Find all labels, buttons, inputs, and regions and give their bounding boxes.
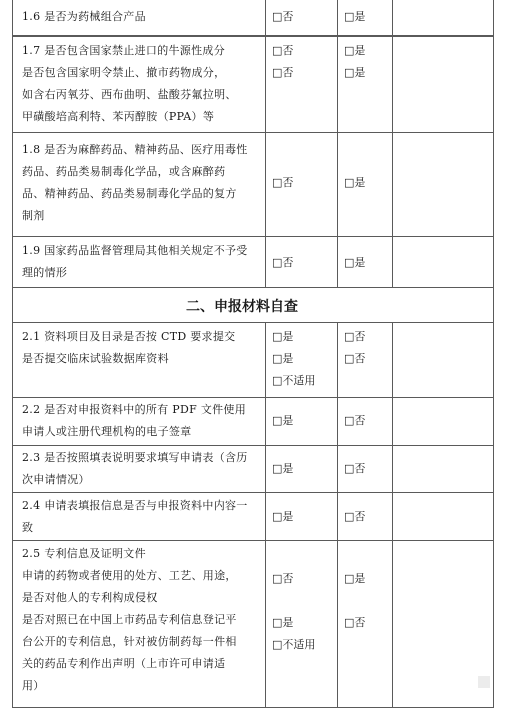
row-1-7-line: 甲磺酸培高利特、苯丙醇胺（PPA）等 — [22, 110, 215, 123]
row-2-1-line: 是否提交临床试验数据库资料 — [22, 352, 169, 365]
row-2-2-option-yes[interactable]: □是 — [272, 414, 294, 427]
row-2-3-option-no[interactable]: □否 — [344, 462, 366, 475]
row-2-5-line: 2.5 专利信息及证明文件 — [22, 547, 146, 560]
row-2-1-option-yes[interactable]: □是 — [272, 352, 294, 365]
watermark-mark — [478, 676, 490, 688]
row-2-4-line: 2.4 申请表填报信息是否与申报资料中内容一 — [22, 499, 248, 512]
row-2-5-line: 用） — [22, 679, 45, 692]
row-1-7-option-no[interactable]: □否 — [272, 44, 294, 57]
row-1-7-option-yes[interactable]: □是 — [344, 66, 366, 79]
row-2-4-option-yes[interactable]: □是 — [272, 510, 294, 523]
row-2-5-line: 申请的药物或者使用的处方、工艺、用途， — [22, 569, 237, 582]
row-1-8-option-yes[interactable]: □是 — [344, 176, 366, 189]
row-2-5-option-no[interactable]: □否 — [272, 572, 294, 585]
row-1-6-text: 1.6 是否为药械组合产品 — [22, 10, 146, 23]
row-1-7-line: 是否包含国家明令禁止、撤市药物成分， — [22, 66, 226, 79]
row-2-5-option-no[interactable]: □否 — [344, 616, 366, 629]
row-1-7-option-yes[interactable]: □是 — [344, 44, 366, 57]
row-1-9-option-yes[interactable]: □是 — [344, 256, 366, 269]
row-1-6-option-yes[interactable]: □是 — [344, 10, 366, 23]
row-1-8-line: 1.8 是否为麻醉药品、精神药品、医疗用毒性 — [22, 143, 248, 156]
row-1-7-option-no[interactable]: □否 — [272, 66, 294, 79]
row-1-9-option-no[interactable]: □否 — [272, 256, 294, 269]
row-2-4-line: 致 — [22, 521, 34, 534]
row-2-3-line: 次申请情况） — [22, 473, 90, 486]
row-2-5-line: 台公开的专利信息，针对被仿制药每一件相 — [22, 635, 237, 648]
row-2-4-option-no[interactable]: □否 — [344, 510, 366, 523]
row-1-9-line: 理的情形 — [22, 266, 68, 279]
row-2-2-line: 申请人或注册代理机构的电子签章 — [22, 425, 192, 438]
row-2-5-line: 关的药品专利作出声明（上市许可申请适 — [22, 657, 226, 670]
row-2-5-option-yes[interactable]: □是 — [344, 572, 366, 585]
row-1-7-line: 1.7 是否包含国家禁止进口的牛源性成分 — [22, 44, 225, 57]
row-2-2-option-no[interactable]: □否 — [344, 414, 366, 427]
row-2-3-line: 2.3 是否按照填表说明要求填写申请表（含历 — [22, 451, 248, 464]
row-2-5-option-yes[interactable]: □是 — [272, 616, 294, 629]
row-1-8-line: 制剂 — [22, 209, 45, 222]
row-1-8-line: 药品、药品类易制毒化学品，或含麻醉药 — [22, 165, 226, 178]
row-2-3-option-yes[interactable]: □是 — [272, 462, 294, 475]
row-2-5-line: 是否对照已在中国上市药品专利信息登记平 — [22, 613, 237, 626]
row-1-8-option-no[interactable]: □否 — [272, 176, 294, 189]
row-1-6-option-no[interactable]: □否 — [272, 10, 294, 23]
row-2-1-option-na[interactable]: □不适用 — [272, 374, 316, 387]
row-2-1-option-no[interactable]: □否 — [344, 352, 366, 365]
row-2-5-option-na[interactable]: □不适用 — [272, 638, 316, 651]
row-2-1-line: 2.1 资料项目及目录是否按 CTD 要求提交 — [22, 330, 236, 343]
row-2-1-option-yes[interactable]: □是 — [272, 330, 294, 343]
row-2-2-line: 2.2 是否对申报资料中的所有 PDF 文件使用 — [22, 403, 247, 416]
row-2-1-option-no[interactable]: □否 — [344, 330, 366, 343]
row-1-9-line: 1.9 国家药品监督管理局其他相关规定不予受 — [22, 244, 248, 257]
section-title: 二、申报材料自查 — [186, 299, 298, 315]
row-2-5-line: 是否对他人的专利构成侵权 — [22, 591, 158, 604]
row-1-8-line: 品、精神药品、药品类易制毒化学品的复方 — [22, 187, 237, 200]
row-1-7-line: 如含右丙氧芬、西布曲明、盐酸芬氟拉明、 — [22, 88, 237, 101]
